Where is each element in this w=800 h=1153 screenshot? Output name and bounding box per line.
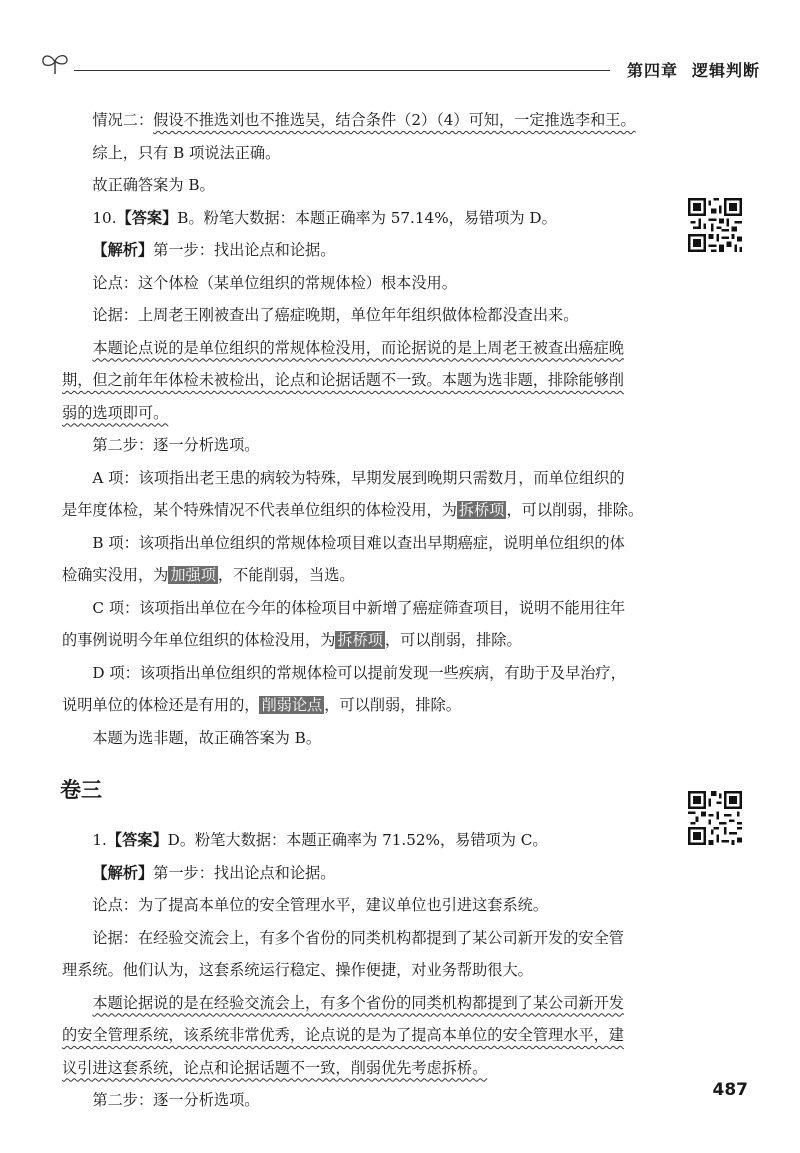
note-text: 本题论据说的是在经验交流会上，有多个省份的同类机构都提到了某公司新开发 xyxy=(92,993,624,1012)
paragraph: 第二步：逐一分析选项。 xyxy=(92,1091,260,1109)
option-a-cont xyxy=(62,494,686,527)
chapter-heading xyxy=(627,58,760,81)
highlight-tag: 拆桥项 xyxy=(337,631,383,649)
paragraph: 论点：这个体检（某单位组织的常规体检）根本没用。 xyxy=(92,273,457,292)
analysis-tag: 【解析】 xyxy=(92,863,154,882)
page-header xyxy=(40,48,760,88)
note-text: 议引进这套系统，论点和论据话题不一致，削弱优先考虑拆桥。 xyxy=(62,1058,488,1077)
question-number: 1. xyxy=(92,831,107,849)
header-rule xyxy=(74,70,610,71)
qr-code-icon[interactable] xyxy=(688,791,742,845)
paragraph: 故正确答案为 B。 xyxy=(92,176,215,194)
option-c: C 项：该项指出单位在今年的体检项目中新增了癌症筛查项目，说明不能用往年 xyxy=(92,598,626,617)
note-text: 的安全管理系统，该系统非常优秀，论点说的是为了提高本单位的安全管理水平，建 xyxy=(62,1026,624,1044)
answer-text: B。粉笔大数据：本题正确率为 57.14%，易错项为 D。 xyxy=(177,208,557,227)
paragraph xyxy=(62,1052,686,1085)
option-text: 的事例说明今年单位组织的体检没用，为 xyxy=(62,631,336,649)
option-b-cont xyxy=(62,559,686,592)
option-d: D 项：该项指出单位组织的常规体检可以提前发现一些疾病，有助于及早治疗， xyxy=(92,663,626,682)
paragraph: 第二步：逐一分析选项。 xyxy=(92,436,260,454)
highlight-tag: 加强项 xyxy=(170,566,216,584)
page-number: 487 xyxy=(712,1080,748,1100)
highlight-tag: 削弱论点 xyxy=(261,696,323,714)
paragraph xyxy=(62,987,686,1020)
qr-code-graphic xyxy=(688,791,742,845)
analysis-tag: 【解析】 xyxy=(92,241,154,259)
paragraph xyxy=(62,332,686,365)
option-a: A 项：该项指出老王患的病较为特殊，早期发展到晚期只需数月，而单位组织的 xyxy=(92,468,625,487)
paragraph xyxy=(62,397,686,430)
option-text: 是年度体检，某个特殊情况不代表单位组织的体检没用，为 xyxy=(62,501,457,519)
question-number: 10. xyxy=(92,208,117,227)
qr-code-icon[interactable] xyxy=(688,198,742,252)
option-text: 说明单位的体检还是有用的， xyxy=(62,696,260,714)
option-c-cont xyxy=(62,624,686,657)
step-text: 第一步：找出论点和论据。 xyxy=(153,241,336,259)
paragraph xyxy=(62,104,686,137)
answer-tag: 【答案】 xyxy=(106,831,168,849)
option-text: ，不能削弱，当选。 xyxy=(217,566,355,584)
option-d-cont xyxy=(62,689,686,722)
paragraph xyxy=(62,1019,686,1052)
q1-analysis xyxy=(62,857,686,890)
highlight-tag: 拆桥项 xyxy=(458,501,505,519)
paragraph: 论据：上周老王刚被查出了癌症晚期，单位年年组织做体检都没查出来。 xyxy=(92,306,579,324)
q1-answer xyxy=(62,824,686,857)
page-body xyxy=(62,104,686,1117)
paragraph: 综上，只有 B 项说法正确。 xyxy=(92,143,281,162)
sprout-icon xyxy=(40,50,70,76)
paragraph: 理系统。他们认为，这套系统运行稳定、操作便捷，对业务帮助很大。 xyxy=(62,961,533,979)
case2-text: 假设不推选刘也不推选吴，结合条件（2）（4）可知，一定推选李和王。 xyxy=(153,111,636,129)
paragraph: 本题为选非题，故正确答案为 B。 xyxy=(92,728,322,747)
q10-analysis xyxy=(62,234,686,267)
note-text: 期，但之前年年体检未被检出，论点和论据话题不一致。本题为选非题，排除能够削 xyxy=(62,371,624,389)
option-text: ，可以削弱，排除。 xyxy=(324,696,461,714)
chapter-title: 逻辑判断 xyxy=(691,61,760,80)
q10-answer xyxy=(62,202,686,235)
step-text: 第一步：找出论点和论据。 xyxy=(153,863,336,882)
paragraph xyxy=(62,364,686,397)
section-title: 卷三 xyxy=(60,778,102,802)
paragraph: 论据：在经验交流会上，有多个省份的同类机构都提到了某公司新开发的安全管 xyxy=(92,928,624,947)
paragraph: 论点：为了提高本单位的安全管理水平，建议单位也引进这套系统。 xyxy=(92,896,549,914)
case2-label: 情况二： xyxy=(92,111,154,129)
option-text: 检确实没用，为 xyxy=(62,566,169,584)
answer-text: D。粉笔大数据：本题正确率为 71.52%，易错项为 C。 xyxy=(167,831,548,849)
answer-tag: 【答案】 xyxy=(116,208,178,227)
option-text: ，可以削弱，排除。 xyxy=(506,501,644,519)
note-text: 弱的选项即可。 xyxy=(62,403,169,422)
chapter-number: 第四章 xyxy=(626,61,678,80)
option-text: ，可以削弱，排除。 xyxy=(384,631,522,649)
option-b: B 项：该项指出单位组织的常规体检项目难以查出早期癌症，说明单位组织的体 xyxy=(92,533,625,552)
note-text: 本题论点说的是单位组织的常规体检没用，而论据说的是上周老王被查出癌症晚 xyxy=(92,338,624,357)
qr-code-graphic xyxy=(688,198,742,252)
